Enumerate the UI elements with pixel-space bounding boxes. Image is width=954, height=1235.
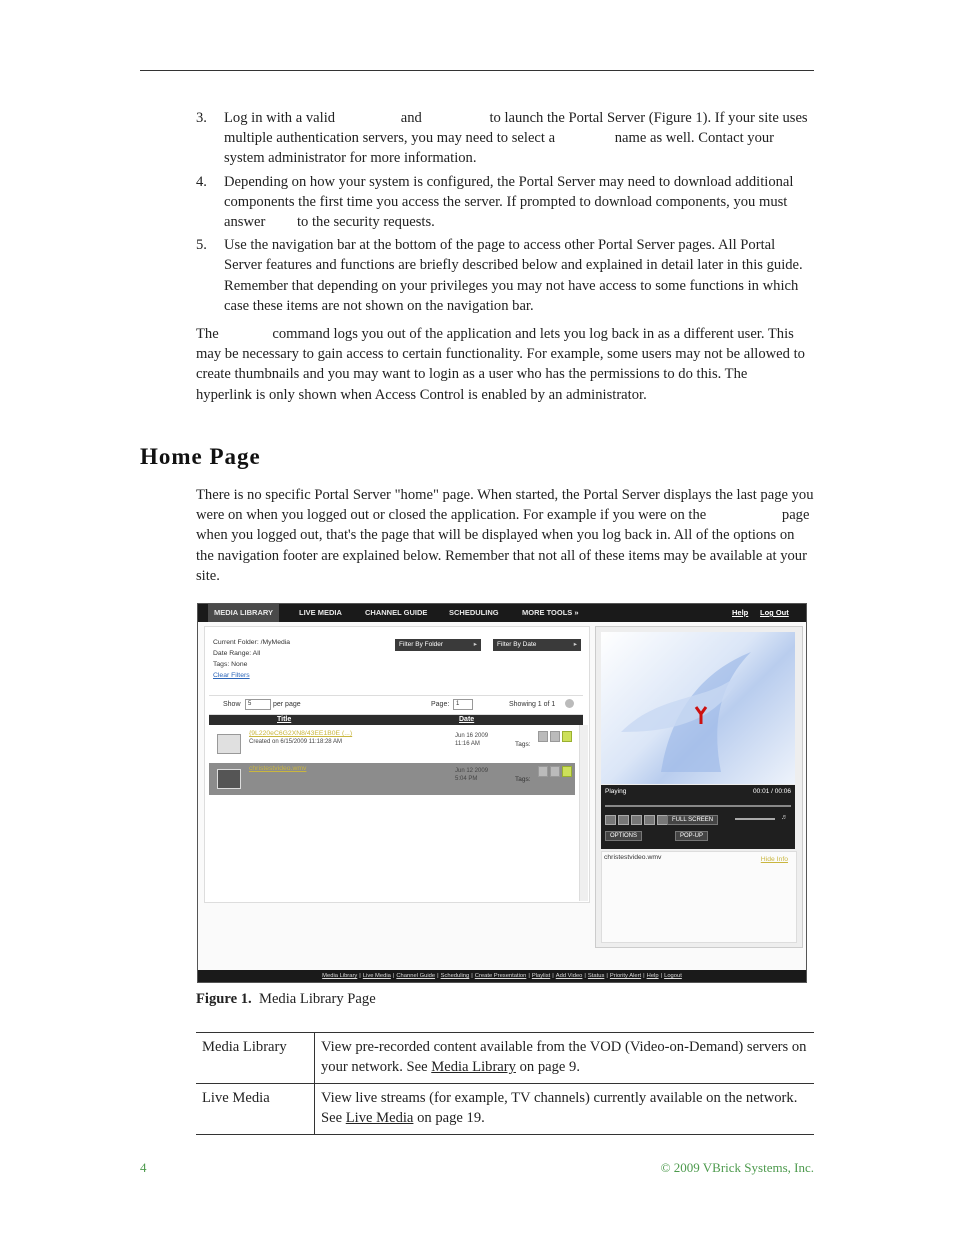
video-thumbnail-icon xyxy=(217,769,241,789)
step-number: 3. xyxy=(196,110,207,126)
rewind-icon[interactable] xyxy=(605,815,616,825)
full-screen-button[interactable]: FULL SCREEN xyxy=(667,815,718,825)
step-5: 5. Use the navigation bar at the bottom of the page to access other Portal Server pages. All Portal Server features and functions are briefly described below and explained in detail later in this guide. Remember that depending on your privileges you may not have access to some functions in which case these items are not shown on the navigation bar. xyxy=(196,237,803,314)
feature-term: Live Media xyxy=(196,1084,315,1135)
tags-filter: Tags: None xyxy=(213,661,248,668)
tab-scheduling[interactable]: SCHEDULING xyxy=(449,608,499,617)
clear-filters-link[interactable]: Clear Filters xyxy=(213,672,250,679)
step-4: 4. Depending on how your system is configured, the Portal Server may need to download additional components the first time you access the server. If prompted to download components, you must answer to the security requests. xyxy=(196,173,794,231)
filter-summary xyxy=(213,637,290,681)
step-number: 5. xyxy=(196,237,207,254)
logout-paragraph: The command logs you out of the application and lets you log back in as a different user. This may be necessary to gain access to certain functionality. For example, some users may not be allowed to create thumbnails and you may want to login as a user who has the permissions to do this. The hyperlink is only shown when Access Control is enabled by an administrator. xyxy=(196,326,805,403)
step-3: 3. Log in with a valid and to launch the Portal Server (Figure 1). If your site uses multiple authentication servers, you may need to select a name as well. Contact your system administrator for more information. xyxy=(196,110,808,167)
portal-nav-bar xyxy=(198,604,806,622)
pager-bar: Show 5 per page Page: 1 Showing 1 of 1 xyxy=(209,695,583,715)
stop-icon[interactable] xyxy=(631,815,642,825)
media-library-screenshot xyxy=(197,603,807,983)
footer-link[interactable]: Media Library xyxy=(322,973,358,979)
footer-link[interactable]: Playlist xyxy=(531,973,551,979)
feature-term: Media Library xyxy=(196,1033,315,1084)
prev-icon[interactable] xyxy=(644,815,655,825)
figure-caption: Figure 1. Media Library Page xyxy=(196,991,376,1007)
section-heading: Home Page xyxy=(140,444,261,469)
edit-icon[interactable] xyxy=(538,731,548,742)
row-actions xyxy=(538,766,574,779)
steps-list xyxy=(196,108,814,319)
date-range: Date Range: All xyxy=(213,650,261,657)
date-column-header[interactable]: Date xyxy=(459,716,475,723)
header-rule xyxy=(140,70,814,71)
next-page-icon[interactable] xyxy=(565,699,574,708)
title-column-header[interactable]: Title xyxy=(277,716,292,723)
library-panel xyxy=(204,626,590,903)
row-actions xyxy=(538,731,574,744)
file-name: christestvideo.wmv xyxy=(604,854,662,861)
per-page-select[interactable]: 5 xyxy=(245,699,271,710)
player-status: Playing xyxy=(605,788,627,795)
footer-link[interactable]: Help xyxy=(646,973,659,979)
help-link[interactable]: Help xyxy=(732,608,749,617)
footer-link[interactable]: Live Media xyxy=(362,973,391,979)
tab-more-tools[interactable]: MORE TOOLS » xyxy=(522,608,579,617)
tab-live-media[interactable]: LIVE MEDIA xyxy=(299,608,342,617)
speaker-icon[interactable]: ♬ xyxy=(781,814,788,821)
edit-icon[interactable] xyxy=(538,766,548,777)
live-media-link[interactable]: Live Media xyxy=(345,1110,414,1126)
media-library-link[interactable]: Media Library xyxy=(431,1059,516,1075)
tab-media-library[interactable]: MEDIA LIBRARY xyxy=(208,604,279,622)
footer-link[interactable]: Create Presentation xyxy=(474,973,527,979)
copyright: © 2009 VBrick Systems, Inc. xyxy=(660,1160,814,1175)
filter-date-dropdown[interactable]: Filter By Date ▸ xyxy=(493,639,581,651)
feature-description: View pre-recorded content available from the VOD (Video-on-Demand) servers on your network. See Media Library on page 9. xyxy=(315,1033,815,1084)
footer-link[interactable]: Priority Alert xyxy=(609,973,642,979)
tab-channel-guide[interactable]: CHANNEL GUIDE xyxy=(365,608,428,617)
footer-link[interactable]: Logout xyxy=(664,973,682,979)
current-folder: Current Folder: /MyMedia xyxy=(213,639,291,646)
play-icon[interactable] xyxy=(562,766,572,777)
table-row[interactable]: christestvideo.wmv Jun 12 2009 5:04 PM Tags: xyxy=(209,763,575,795)
portal-footer-nav: Media Library | Live Media | Channel Guide | Scheduling | Create Presentation | Playlist | Add Video | Status | Priority Alert | Help | Logout xyxy=(198,970,806,982)
list-scrollbar[interactable] xyxy=(579,725,588,901)
table-row[interactable]: {9L220eC6G2XN8/43EE1B0E (...) Created on 6/15/2009 11:18:28 AM Jun 16 2009 11:16 AM Tags: xyxy=(209,728,575,760)
feature-description: View live streams (for example, TV channels) currently available on the network. See Live Media on page 19. xyxy=(315,1084,815,1135)
thumbnail-icon xyxy=(217,734,241,754)
delete-icon[interactable] xyxy=(550,731,560,742)
player-time: 00:01 / 00:06 xyxy=(753,788,791,795)
logout-link[interactable]: Log Out xyxy=(760,608,789,617)
delete-icon[interactable] xyxy=(550,766,560,777)
options-button[interactable]: OPTIONS xyxy=(605,831,642,841)
footer-link[interactable]: Channel Guide xyxy=(396,973,436,979)
footer-link[interactable]: Scheduling xyxy=(440,973,470,979)
player-panel xyxy=(595,626,803,948)
footer-link[interactable]: Status xyxy=(587,973,605,979)
video-frame[interactable] xyxy=(601,632,795,784)
table-header xyxy=(209,715,583,725)
footer-link[interactable]: Add Video xyxy=(555,973,583,979)
seek-bar[interactable] xyxy=(605,805,791,807)
player-controls xyxy=(601,785,795,849)
media-info xyxy=(601,851,797,943)
table-row xyxy=(196,1033,814,1084)
filter-folder-dropdown[interactable]: Filter By Folder ▸ xyxy=(395,639,481,651)
play-icon[interactable] xyxy=(562,731,572,742)
hide-info-link[interactable]: Hide Info xyxy=(760,856,788,863)
volume-slider[interactable] xyxy=(735,818,775,820)
page-number: 4 xyxy=(140,1160,147,1175)
page-select[interactable]: 1 xyxy=(453,699,473,710)
popup-button[interactable]: POP-UP xyxy=(675,831,708,841)
home-paragraph: There is no specific Portal Server "home" page. When started, the Portal Server displays the last page you were on when you logged out or closed the application. For example if you were on the page when you logged out, that's the page that will be displayed when you log back in. All of the options on the navigation footer are explained below. Remember that not all of these items may be available at your site. xyxy=(196,487,814,584)
pause-icon[interactable] xyxy=(618,815,629,825)
step-number: 4. xyxy=(196,173,207,190)
feature-table xyxy=(196,1032,814,1135)
table-row xyxy=(196,1084,814,1135)
